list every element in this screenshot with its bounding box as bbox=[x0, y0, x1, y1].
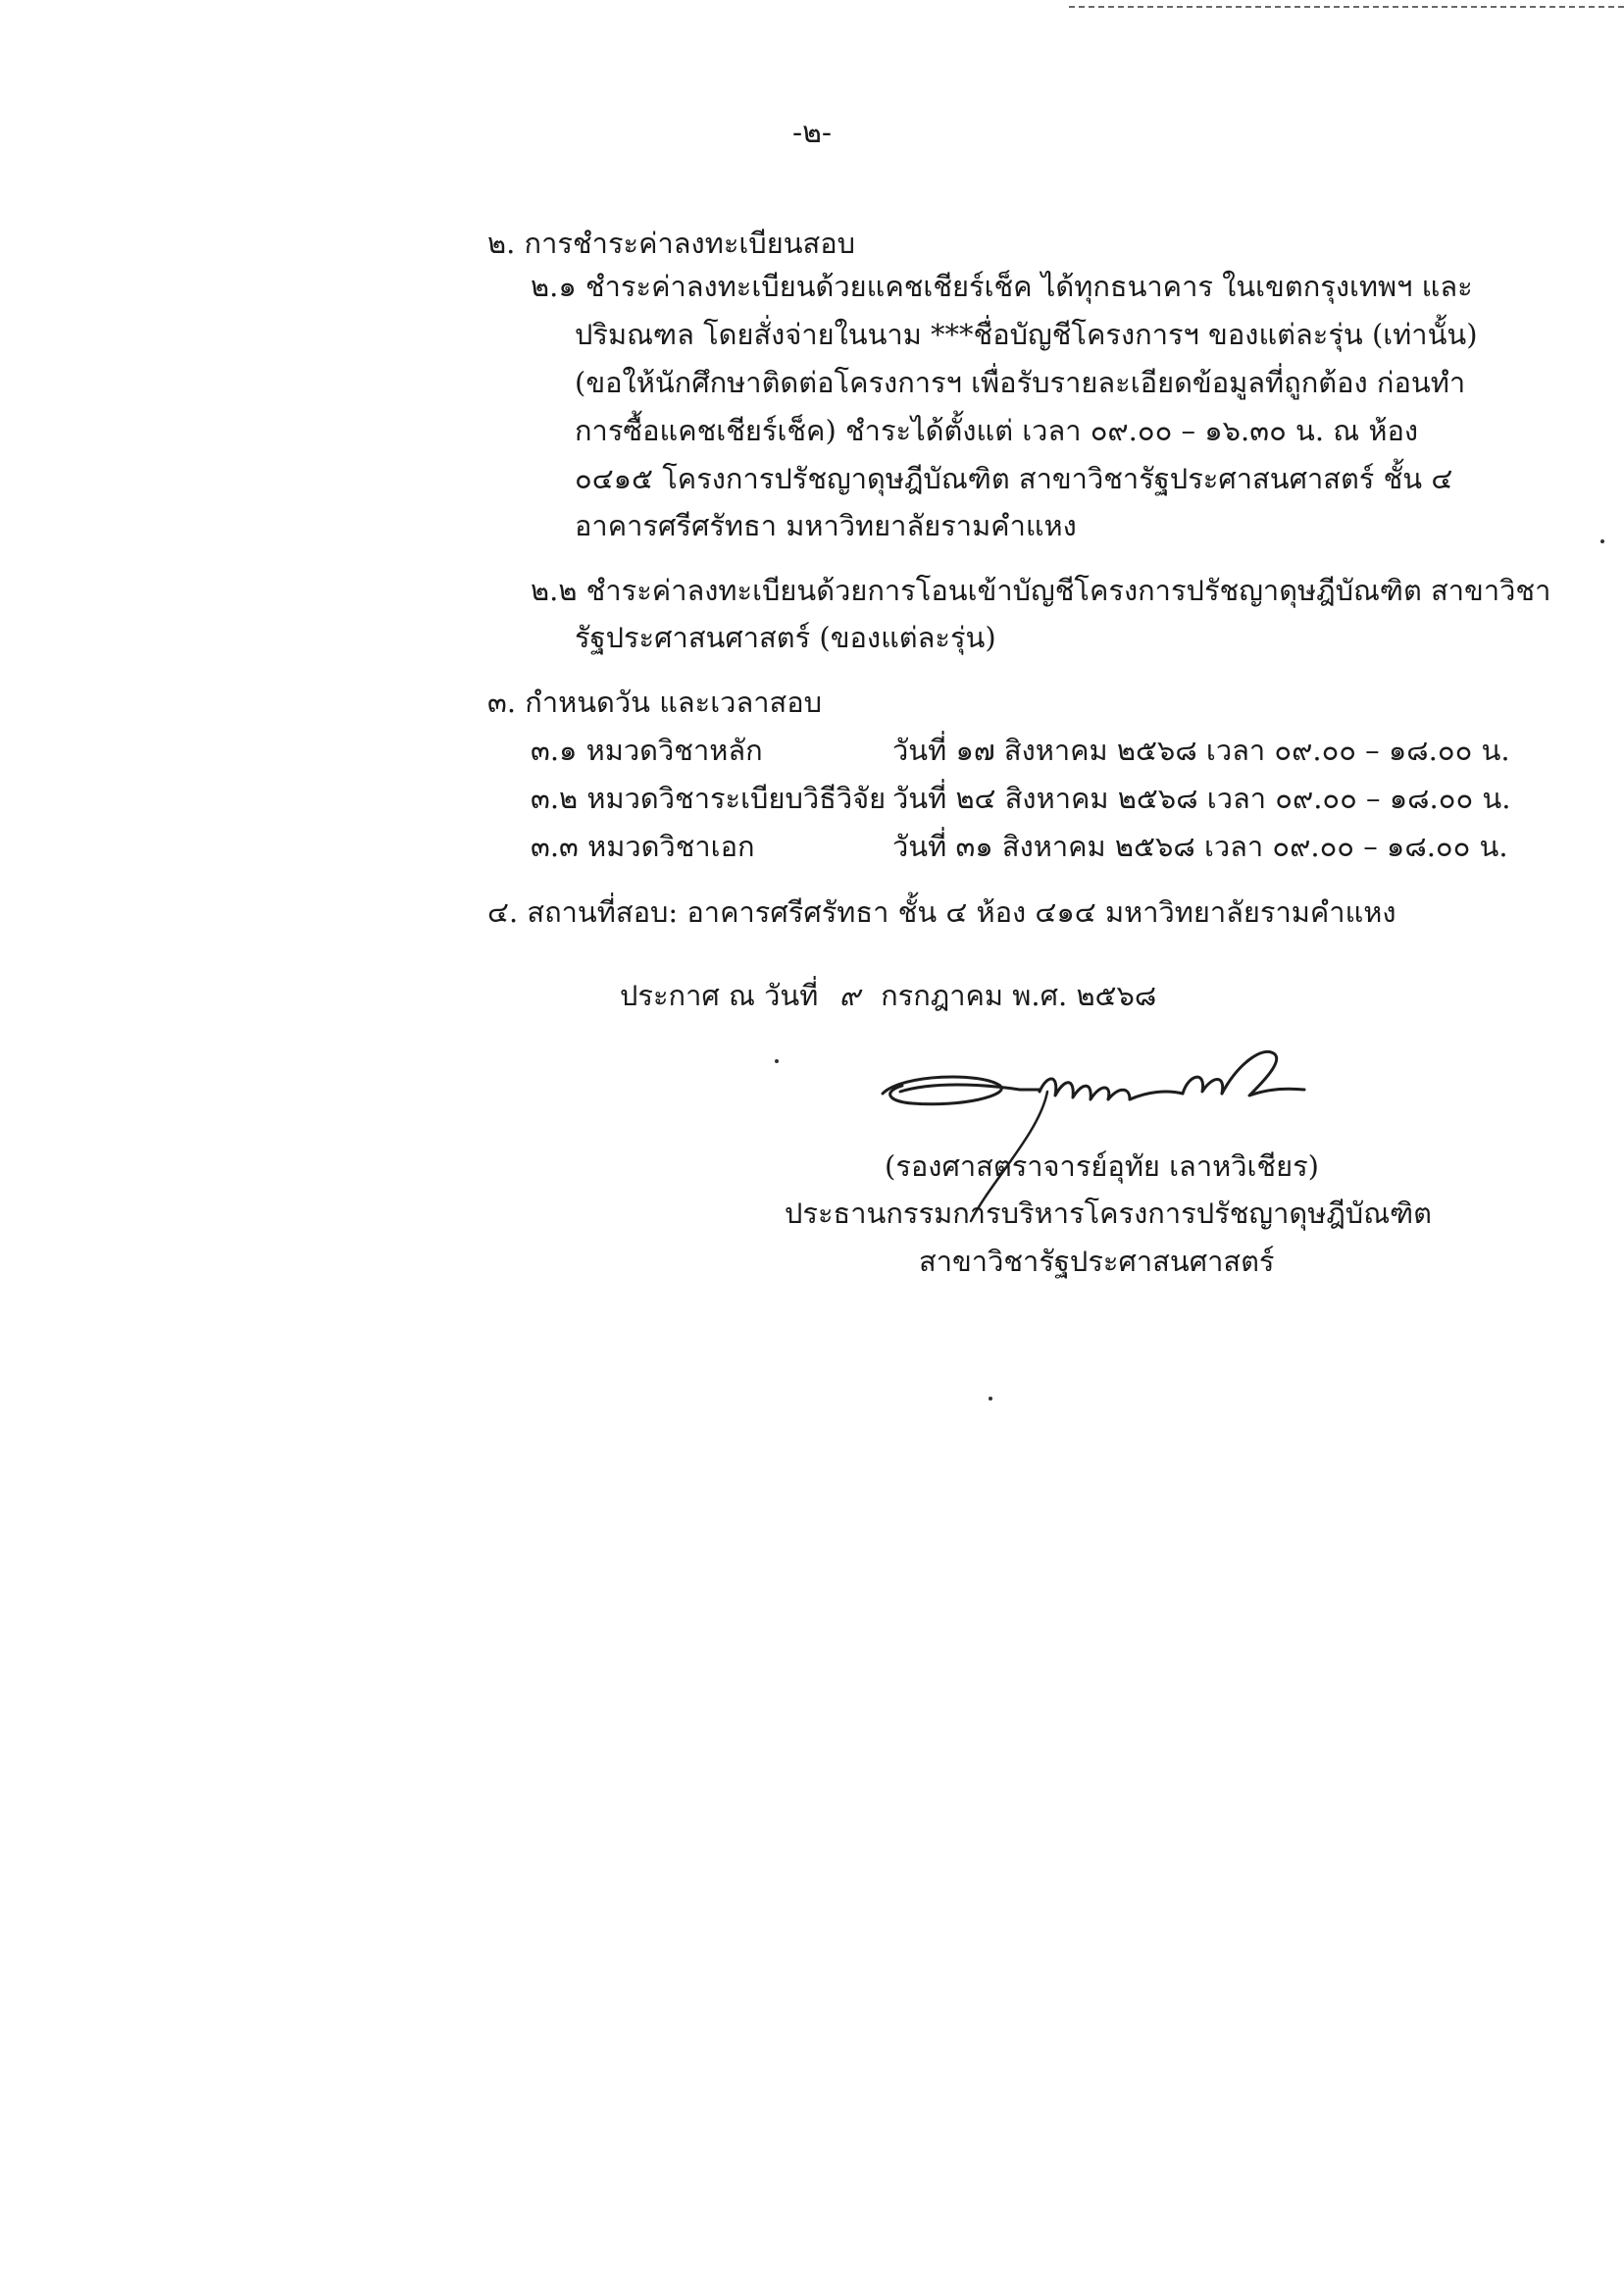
schedule-date-2: วันที่ ๒๔ สิงหาคม ๒๕๖๘ เวลา ๐๙.๐๐ – ๑๘.๐๐ น. bbox=[892, 782, 1511, 815]
section-2-heading: ๒. การชำระค่าลงทะเบียนสอบ bbox=[487, 227, 856, 260]
section-2-1-line-4: การซื้อแคชเชียร์เช็ค) ชำระได้ตั้งแต่ เวลา ๐๙.๐๐ – ๑๖.๓๐ น. ณ ห้อง bbox=[575, 414, 1419, 447]
schedule-subject-3: ๓.๓ หมวดวิชาเอก bbox=[531, 830, 755, 863]
section-2-1-line-5: ๐๔๑๕ โครงการปรัชญาดุษฎีบัณฑิต สาขาวิชารัฐประศาสนศาสตร์ ชั้น ๔ bbox=[575, 462, 1453, 495]
announcement-prefix: ประกาศ ณ วันที่ bbox=[620, 979, 819, 1012]
signatory-title-line-2: สาขาวิชารัฐประศาสนศาสตร์ bbox=[919, 1245, 1275, 1278]
section-2-1-line-2: ปริมณฑล โดยสั่งจ่ายในนาม ***ชื่อบัญชีโครงการฯ ของแต่ละรุ่น (เท่านั้น) bbox=[575, 318, 1478, 351]
section-2-2-line-2: รัฐประศาสนศาสตร์ (ของแต่ละรุ่น) bbox=[575, 621, 996, 654]
scan-speck bbox=[1600, 539, 1604, 543]
schedule-date-3: วันที่ ๓๑ สิงหาคม ๒๕๖๘ เวลา ๐๙.๐๐ – ๑๘.๐๐ น. bbox=[892, 830, 1508, 863]
schedule-subject-2: ๓.๒ หมวดวิชาระเบียบวิธีวิจัย bbox=[531, 782, 887, 815]
announcement-day: ๙ bbox=[838, 979, 860, 1012]
section-3-heading: ๓. กำหนดวัน และเวลาสอบ bbox=[487, 686, 823, 719]
scan-artifact-line bbox=[1069, 6, 1624, 12]
announcement-date bbox=[620, 976, 1156, 1015]
announcement-suffix: กรกฎาคม พ.ศ. ๒๕๖๘ bbox=[881, 979, 1157, 1012]
schedule-subject-1: ๓.๑ หมวดวิชาหลัก bbox=[531, 734, 763, 767]
section-2-1-line-3: (ขอให้นักศึกษาติดต่อโครงการฯ เพื่อรับรายละเอียดข้อมูลที่ถูกต้อง ก่อนทำ bbox=[575, 366, 1466, 399]
section-2-2-line-1: ๒.๒ ชำระค่าลงทะเบียนด้วยการโอนเข้าบัญชีโครงการปรัชญาดุษฎีบัณฑิต สาขาวิชา bbox=[531, 574, 1551, 607]
section-4-exam-venue: ๔. สถานที่สอบ: อาคารศรีศรัทธา ชั้น ๔ ห้อง ๔๑๔ มหาวิทยาลัยรามคำแหง bbox=[487, 895, 1396, 929]
section-2-1-line-6: อาคารศรีศรัทธา มหาวิทยาลัยรามคำแหง bbox=[575, 509, 1077, 542]
schedule-date-1: วันที่ ๑๗ สิงหาคม ๒๕๖๘ เวลา ๐๙.๐๐ – ๑๘.๐๐ น. bbox=[892, 734, 1510, 767]
signatory-name: (รองศาสตราจารย์อุทัย เลาหวิเชียร) bbox=[885, 1149, 1319, 1183]
scan-speck bbox=[775, 1059, 779, 1063]
signatory-title-line-1: ประธานกรรมการบริหารโครงการปรัชญาดุษฎีบัณฑิต bbox=[785, 1197, 1433, 1230]
section-2-1-line-1: ๒.๑ ชำระค่าลงทะเบียนด้วยแคชเชียร์เช็ค ได้ทุกธนาคาร ในเขตกรุงเทพฯ และ bbox=[531, 270, 1473, 303]
page-number: -๒- bbox=[791, 116, 833, 150]
scan-speck bbox=[989, 1397, 992, 1401]
